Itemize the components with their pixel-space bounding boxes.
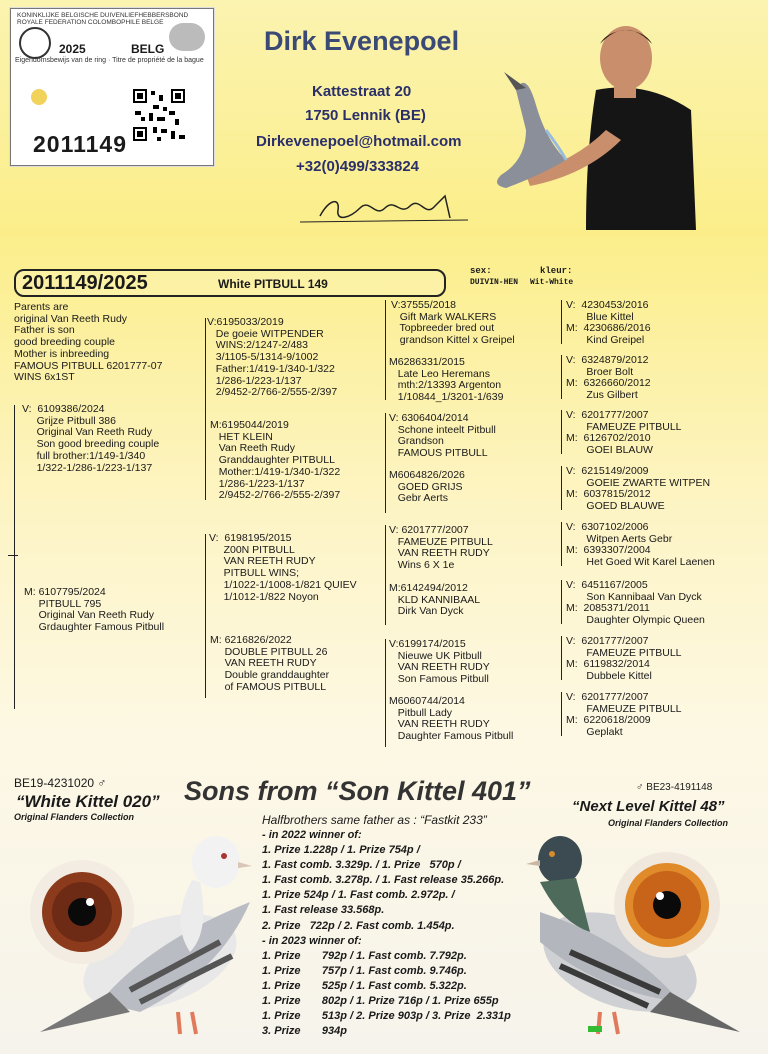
pedigree-intro: Parents are original Van Reeth Rudy Father is son good breeding couple Mother is inbreeding FAMOUS PITBULL 6201777-07 WINS 6x1ST	[14, 301, 163, 384]
pedigree-g3-1: V:37555/2018 Gift Mark WALKERS Topbreeder bred out grandson Kittel x Greipel	[391, 299, 515, 347]
result-line: - in 2023 winner of:	[262, 935, 362, 947]
pedigree-g3-7: V:6199174/2015 Nieuwe UK Pitbull VAN REETH RUDY Son Famous Pitbull	[389, 638, 490, 686]
result-line: 1. Prize 524p / 1. Fast comb. 2.972p. /	[262, 889, 455, 901]
result-line: 1. Prize 525p / 1. Fast comb. 5.322p.	[262, 980, 467, 992]
pedigree-g3-6: M:6142494/2012 KLD KANNIBAAL Dirk Van Dyck	[389, 582, 481, 618]
pedigree-g4-5: V: 6307102/2006 Witpen Aerts Gebr M: 6393307/2004 Het Goed Wit Karel Laenen	[566, 521, 715, 569]
sex-label: sex:	[470, 266, 492, 276]
pedigree-g4-1: V: 4230453/2016 Blue Kittel M: 4230686/2016 Kind Greipel	[566, 299, 651, 347]
pedigree-g4-2: V: 6324879/2012 Broer Bolt M: 6326660/2012 Zus Gilbert	[566, 354, 651, 402]
address-line-1: Kattestraat 20	[312, 83, 412, 100]
phone-number: +32(0)499/333824	[296, 158, 420, 175]
result-line: 2. Prize 722p / 2. Fast comb. 1.454p.	[262, 920, 455, 932]
result-line: 1. Prize 757p / 1. Fast comb. 9.746p.	[262, 965, 467, 977]
result-line: 1. Prize 1.228p / 1. Prize 754p /	[262, 844, 420, 856]
punch-hole	[31, 89, 47, 105]
left-bird-name: “White Kittel 020”	[16, 792, 160, 811]
ring-country: BELG	[131, 42, 165, 56]
pedigree-g4-7: V: 6201777/2007 FAMEUZE PITBULL M: 6119832/2014 Dubbele Kittel	[566, 635, 682, 683]
left-bird-collection: Original Flanders Collection	[14, 812, 135, 822]
owner-portrait-photo	[486, 10, 696, 230]
result-line: 1. Fast release 33.568p.	[262, 904, 385, 916]
ring-year: 2025	[59, 42, 86, 56]
left-eye-closeup	[28, 858, 136, 966]
right-bird-collection: Original Flanders Collection	[608, 818, 729, 828]
pedigree-g3-5: V: 6201777/2007 FAMEUZE PITBULL VAN REETH RUDY Wins 6 X 1e	[389, 524, 493, 572]
color-label: kleur:	[540, 266, 573, 276]
federation-header: KONINKLIJKE BELGISCHE DUIVENLIEFHEBBERSBOND ROYALE FEDERATION COLOMBOPHILE BELGE	[17, 12, 189, 26]
pedigree-g3-2: M6286331/2015 Late Leo Heremans mth:2/13393 Argenton 1/10844_1/3201-1/639	[389, 356, 504, 404]
result-line: 1. Fast comb. 3.278p. / 1. Fast release 35.266p.	[262, 874, 505, 886]
pedigree-g4-6: V: 6451167/2005 Son Kannibaal Van Dyck M: 2085371/2011 Daughter Olympic Queen	[566, 579, 705, 627]
owner-name: Dirk Evenepoel	[264, 26, 460, 56]
pedigree-ring-number: 2011149/2025	[22, 272, 148, 294]
result-line: - in 2022 winner of:	[262, 829, 362, 841]
federation-logo-icon	[19, 27, 51, 59]
pedigree-g3-4: M6064826/2026 GOED GRIJS Gebr Aerts	[389, 469, 465, 505]
pedigree-g3-3: V: 6306404/2014 Schone inteelt Pitbull Grandson FAMOUS PITBULL	[389, 412, 496, 460]
color-value: Wit-White	[530, 278, 574, 287]
pedigree-dam: M: 6107795/2024 PITBULL 795 Original Van Reeth Rudy Grdaughter Famous Pitbull	[24, 586, 165, 634]
pedigree-sire: V: 6109386/2024 Grijze Pitbull 386 Original Van Reeth Rudy Son good breeding couple full brother:1/149-1/340 1/322-1/286-1/223-1/137	[22, 403, 160, 474]
left-bird-ring: BE19-4231020 ♂	[14, 776, 107, 790]
result-line: 1. Prize 792p / 1. Fast comb. 7.792p.	[262, 950, 467, 962]
email-link[interactable]: Dirkevenepoel@hotmail.com	[256, 133, 462, 150]
pedigree-g2-sire-dam: M:6195044/2019 HET KLEIN Van Reeth Rudy Granddaughter PITBULL Mother:1/419-1/340-1/322 1/286-1/223-1/137 2/9452-2/766-2/555-2/397	[210, 419, 341, 502]
result-line: 1. Fast comb. 3.329p. / 1. Prize 570p /	[262, 859, 461, 871]
pigeon-logo-icon	[169, 23, 205, 51]
pedigree-g4-4: V: 6215149/2009 GOEIE ZWARTE WITPEN M: 6037815/2012 GOED BLAUWE	[566, 465, 711, 513]
halfbrothers-text: Halfbrothers same father as : “Fastkit 233”	[262, 813, 487, 827]
sons-title: Sons from “Son Kittel 401”	[184, 776, 531, 806]
right-eye-closeup	[612, 850, 722, 960]
pedigree-g3-8: M6060744/2014 Pitbull Lady VAN REETH RUDY Daughter Famous Pitbull	[389, 695, 514, 743]
ring-card	[10, 8, 214, 166]
bird-name: White PITBULL 149	[218, 277, 328, 291]
pedigree-g2-dam-dam: M: 6216826/2022 DOUBLE PITBULL 26 VAN REETH RUDY Double granddaughter of FAMOUS PITBULL	[210, 634, 330, 693]
right-bird-name: “Next Level Kittel 48”	[572, 798, 725, 815]
qr-code-icon	[131, 87, 187, 143]
right-bird-ring: ♂ BE23-4191148	[636, 782, 713, 793]
sex-value: DUIVIN-HEN	[470, 278, 519, 287]
ring-number: 2011149	[33, 131, 128, 157]
result-line: 3. Prize 934p	[262, 1025, 347, 1037]
pedigree-g2-sire-sire: V:6195033/2019 De goeie WITPENDER WINS:2/1247-2/483 3/1105-5/1314-9/1002 Father:1/419-1/340-1/322 1/286-1/223-1/137 2/9452-2/766-2/555-2/397	[207, 316, 338, 399]
address-line-2: 1750 Lennik (BE)	[305, 107, 426, 124]
pedigree-g4-8: V: 6201777/2007 FAMEUZE PITBULL M: 6220618/2009 Geplakt	[566, 691, 682, 739]
pedigree-g4-3: V: 6201777/2007 FAMEUZE PITBULL M: 6126702/2010 GOEI BLAUW	[566, 409, 682, 457]
result-line: 1. Prize 802p / 1. Prize 716p / 1. Prize 655p	[262, 995, 499, 1007]
result-line: 1. Prize 513p / 2. Prize 903p / 3. Prize 2.331p	[262, 1010, 511, 1022]
ownership-text: Eigendomsbewijs van de ring · Titre de propriété de la bague	[15, 57, 204, 64]
signature	[300, 188, 470, 228]
pedigree-g2-dam-sire: V: 6198195/2015 Z00N PITBULL VAN REETH RUDY PITBULL WINS; 1/1022-1/1008-1/821 QUIEV 1/1012-1/822 Noyon	[209, 532, 357, 603]
